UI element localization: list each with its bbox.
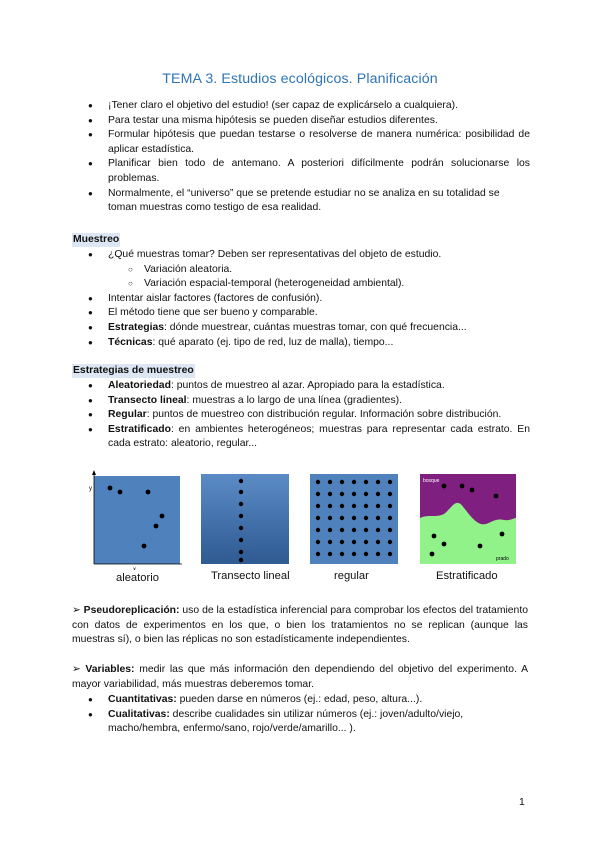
sampling-area [94,476,180,564]
sample-point [388,504,392,508]
variables-bullet-list [72,693,530,737]
list-item [72,423,530,452]
list-item [72,379,530,394]
list-item: ● ¿Qué muestras tomar? Deben ser representativas del objeto de estudio. [72,248,530,263]
sample-point [388,552,392,556]
x-axis-label: x [133,567,136,570]
sample-point [316,552,320,556]
sample-point [376,528,380,532]
term-regular: Regular [108,409,147,421]
sample-point [352,504,356,508]
term-cuantitativas: Cuantitativas: [108,694,177,705]
term-variables: Variables: [85,664,135,675]
sample-point [340,480,344,484]
sample-point [376,492,380,496]
term-text: : qué aparato (ej. tipo de red, luz de malla), tiempo... [152,336,394,348]
page-number: 1 [519,797,525,808]
sample-point [430,552,435,557]
sample-point [352,540,356,544]
term-estratificado: Estratificado [108,423,171,435]
term-aleatoriedad: Aleatoriedad [108,380,171,391]
paragraph-text: medir las que más información den dependiendo del objetivo del experimento. A mayor variabilidad, más muestras deberemos tomar. [72,664,529,690]
sample-point [239,490,243,494]
sample-point [316,540,320,544]
sample-point [364,504,368,508]
sample-point [340,504,344,508]
sample-point [316,528,320,532]
sample-point [316,492,320,496]
pseudoreplicacion-paragraph [72,604,528,648]
sample-point [364,552,368,556]
page-title: TEMA 3. Estudios ecológicos. Planificación [162,71,438,87]
sample-point [316,480,320,484]
sample-point [460,484,465,489]
sample-point [239,538,243,542]
sample-point [328,504,332,508]
sample-point [442,542,447,547]
sample-point [500,532,505,537]
sub-list-item: ○ Variación aleatoria. [72,263,530,278]
sample-point [388,540,392,544]
sample-point [154,524,159,529]
sample-point [352,492,356,496]
stratum-label-bosque: bosque [423,478,440,484]
paragraph-text: uso de la estadística inferencial para comprobar los efectos del tratamiento con datos de experimentos en los que, o bien los tratamientos no se replican (aunque las muestras sí), o bien las réplicas no son estadísticamente independientes. [72,605,529,646]
caption-aleatorio: aleatorio [116,572,159,584]
sample-point [442,484,447,489]
sample-point [376,516,380,520]
list-item [72,394,530,409]
figure-transecto [201,474,289,564]
list-item: ● Intentar aislar factores (factores de confusión). [72,292,530,307]
sample-point [340,528,344,532]
figure-regular [310,474,398,564]
term-text: pueden darse en números (ej.: edad, peso, altura...). [176,694,423,705]
sample-point [352,516,356,520]
term-text: : dónde muestrear, cuántas muestras tomar, con qué frecuencia... [164,321,467,333]
list-item: ● Normalmente, el “universo” que se pretende estudiar no se analiza en su totalidad se toman muestras como testigo de esa realidad. [72,187,530,216]
list-item [72,336,530,351]
muestreo-bullet-list [72,248,530,350]
sample-point [160,514,165,519]
caption-regular: regular [334,570,369,582]
sample-point [118,490,123,495]
list-item [72,693,530,708]
stratum-label-prado: prado [496,556,509,562]
sample-point [239,558,243,562]
sample-point [388,492,392,496]
sample-point [340,540,344,544]
sample-point [316,516,320,520]
sample-point [364,516,368,520]
term-estrategias: Estrategias [108,321,165,333]
sample-point [328,528,332,532]
list-item [72,708,530,737]
sample-point [494,494,499,499]
sample-point [239,479,243,483]
sample-point [328,540,332,544]
sample-point [328,480,332,484]
sample-point [340,516,344,520]
list-item [72,408,530,423]
sample-point [340,492,344,496]
sample-point [239,550,243,554]
variables-paragraph [72,663,528,692]
estrategias-bullet-list [72,379,530,452]
sample-point [376,480,380,484]
term-text: : puntos de muestreo al azar. Apropiado para la estadística. [170,380,445,391]
term-text: : muestras a lo largo de una línea (gradientes). [186,394,402,406]
term-transecto: Transecto lineal [108,394,187,406]
sample-point [239,514,243,518]
sample-point [376,504,380,508]
sample-point [470,488,475,493]
sampling-area [201,474,289,564]
sample-point [146,490,151,495]
figure-aleatorio [88,470,184,570]
caption-transecto: Transecto lineal [211,570,290,582]
sample-point [328,492,332,496]
sample-point [108,486,113,491]
sample-point [352,480,356,484]
caption-estratificado: Estratificado [436,570,498,582]
sample-point [352,552,356,556]
sample-point [364,492,368,496]
sample-point [388,480,392,484]
term-cualitativas: Cualitativas: [108,708,170,720]
term-text: : puntos de muestreo con distribución regular. Información sobre distribución. [146,409,502,421]
sample-point [352,528,356,532]
section-heading-muestreo: Muestreo [73,234,120,245]
sample-point [142,544,147,549]
list-item: ● Para testar una misma hipótesis se pueden diseñar estudios diferentes. [72,114,530,129]
sample-point [328,516,332,520]
y-axis-arrow [92,470,96,475]
sample-point [316,504,320,508]
sample-point [478,544,483,549]
list-item [72,321,530,336]
sample-point [432,534,437,539]
sample-point [364,480,368,484]
section-heading-estrategias: Estrategias de muestreo [73,365,194,376]
term-tecnicas: Técnicas [108,336,153,348]
arrow-bullet: ➢ [72,664,81,675]
intro-bullet-list [72,99,530,216]
sub-list-item: ○ Variación espacial-temporal (heterogeneidad ambiental). [72,277,530,292]
term-pseudoreplicacion: Pseudoreplicación: [83,605,180,616]
figure-estratificado [420,474,516,564]
arrow-bullet: ➢ [72,605,81,616]
sample-point [388,516,392,520]
y-axis-label: y [89,486,92,492]
list-item: ● Formular hipótesis que puedan testarse o resolverse de manera numérica: posibilidad de aplicar estadística. [72,128,530,157]
sample-point [239,502,243,506]
list-item: ● El método tiene que ser bueno y comparable. [72,306,530,321]
term-text: describe cualidades sin utilizar números (ej.: joven/adulto/viejo, macho/hembra, enfermo/sano, rojo/verde/amarillo... ). [108,708,464,735]
sample-point [328,552,332,556]
sample-point [376,540,380,544]
list-item: ● Planificar bien todo de antemano. A posteriori difícilmente podrán solucionarse los problemas. [72,157,530,186]
sample-point [364,528,368,532]
sample-point [388,528,392,532]
sample-point [340,552,344,556]
term-text: : en ambientes heterogéneos; muestras para representar cada estrato. En cada estrato: aleatorio, regular... [108,423,530,450]
sample-point [239,526,243,530]
list-item: ● ¡Tener claro el objetivo del estudio! (ser capaz de explicárselo a cualquiera). [72,99,530,114]
sample-point [364,540,368,544]
sample-point [376,552,380,556]
